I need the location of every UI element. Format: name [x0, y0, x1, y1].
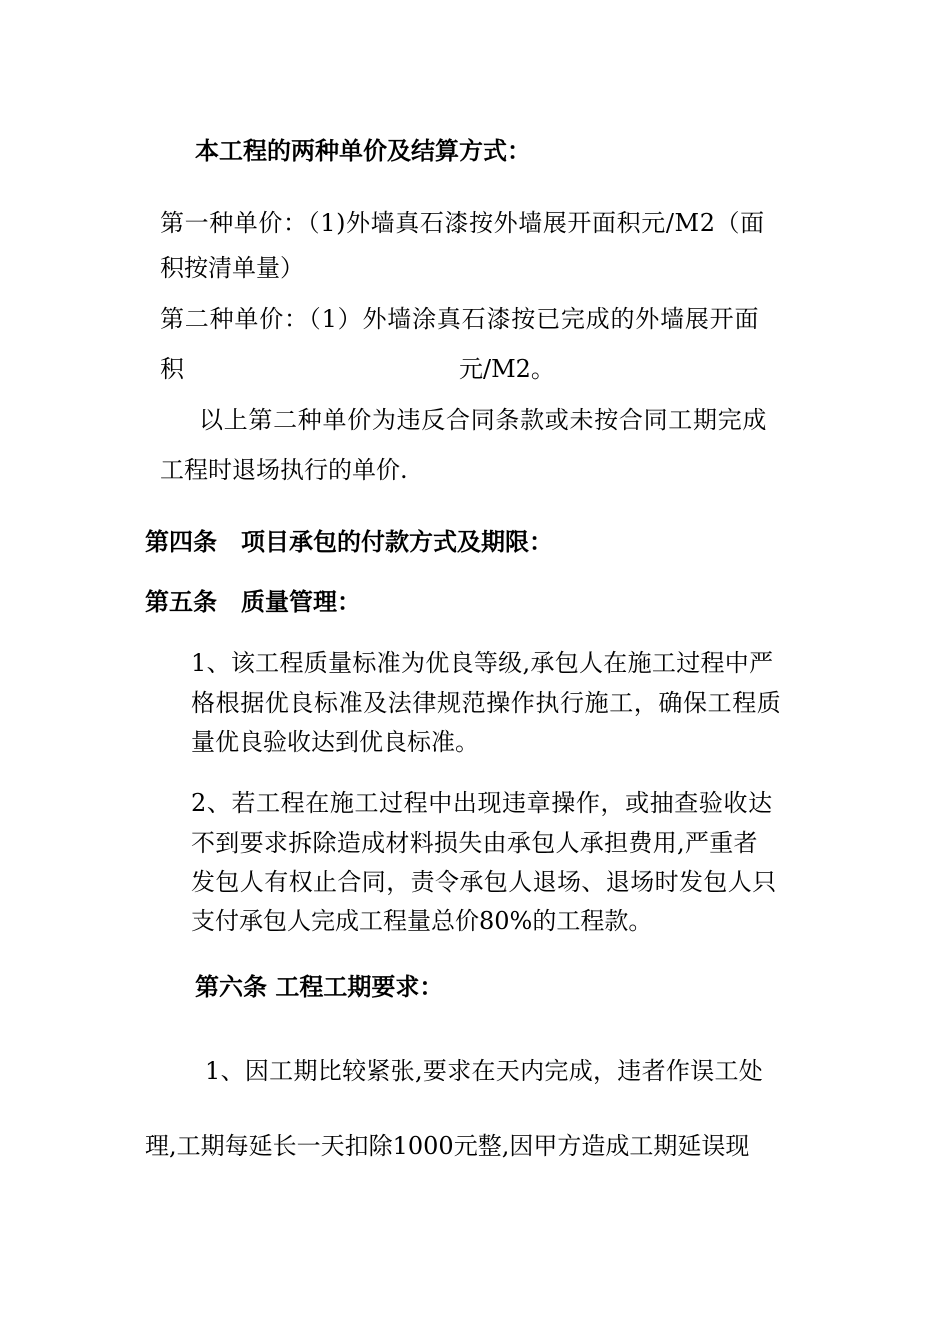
article-6-heading: 第六条 工程工期要求： [195, 972, 444, 1001]
article-5-heading: 第五条 质量管理： [145, 587, 361, 616]
quality-item-2-line-3: 发包人有权止合同，责令承包人退场、退场时发包人只 [191, 868, 777, 896]
pricing-heading: 本工程的两种单价及结算方式： [195, 136, 531, 165]
quality-item-2-line-4: 支付承包人完成工程量总价80%的工程款。 [191, 907, 653, 935]
quality-item-2-line-2: 不到要求拆除造成材料损失由承包人承担费用,严重者 [191, 829, 758, 857]
quality-item-2-line-1: 2、若工程在施工过程中出现违章操作，或抽查验收达 [191, 789, 773, 817]
pricing-note-line-2: 工程时退场执行的单价. [160, 456, 408, 484]
quality-item-1-line-2: 格根据优良标准及法律规范操作执行施工，确保工程质 [191, 689, 782, 717]
quality-item-1-line-3: 量优良验收达到优良标准。 [191, 728, 479, 756]
pricing-note-line-1: 以上第二种单价为违反合同条款或未按合同工期完成 [199, 406, 768, 434]
first-price-line-2: 积按清单量） [160, 254, 304, 282]
second-price-line-1: 第二种单价：（1）外墙涂真石漆按已完成的外墙展开面 [160, 305, 760, 333]
article-4-heading: 第四条 项目承包的付款方式及期限： [145, 527, 553, 556]
quality-item-1-line-1: 1、该工程质量标准为优良等级,承包人在施工过程中严 [191, 649, 774, 677]
schedule-item-1-line-1: 1、因工期比较紧张,要求在天内完成，违者作误工处 [205, 1057, 764, 1085]
second-price-line-2-left: 积 [160, 355, 184, 383]
second-price-line-2-right: 元/M2。 [459, 355, 555, 383]
schedule-item-1-line-2: 理,工期每延长一天扣除1000元整,因甲方造成工期延误现 [145, 1132, 750, 1160]
first-price-line-1: 第一种单价：（1)外墙真石漆按外墙展开面积元/M2（面 [160, 209, 765, 237]
